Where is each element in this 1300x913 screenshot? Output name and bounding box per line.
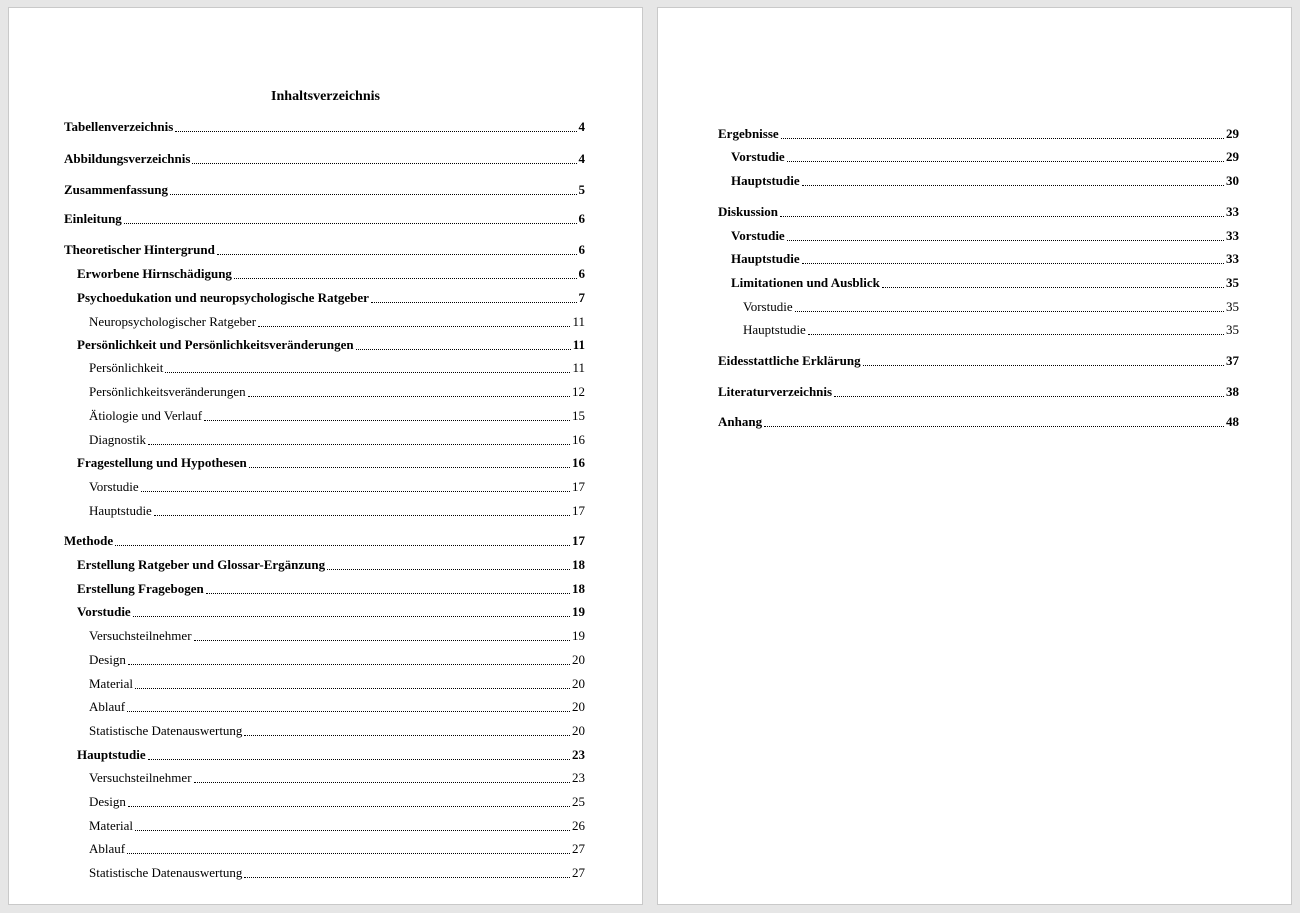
toc-entry-title: Zusammenfassung xyxy=(64,182,169,197)
toc-dot-leader xyxy=(244,735,570,736)
toc-entry-title: Abbildungsverzeichnis xyxy=(64,151,191,166)
toc-entry-page-number: 11 xyxy=(572,314,585,329)
toc-entry-page-number: 35 xyxy=(1226,299,1239,314)
toc-entry-title: Eidesstattliche Erklärung xyxy=(718,353,861,368)
toc-entry[interactable] xyxy=(64,337,585,353)
toc-entry-page-number: 5 xyxy=(578,182,585,197)
toc-entry-page-number: 6 xyxy=(578,211,585,226)
toc-entry-page-number: 12 xyxy=(572,384,585,399)
toc-entry-page-number: 18 xyxy=(572,557,585,572)
toc-entry-title: Einleitung xyxy=(64,211,122,226)
toc-entry-title: Vorstudie xyxy=(77,604,131,619)
toc-dot-leader xyxy=(124,223,577,224)
toc-entry-page-number: 29 xyxy=(1226,126,1239,141)
toc-entry[interactable] xyxy=(64,581,585,597)
toc-entry-page-number: 33 xyxy=(1226,228,1239,243)
toc-entry-title: Diagnostik xyxy=(89,432,147,447)
toc-entry-title: Anhang xyxy=(718,414,763,429)
toc-entry[interactable] xyxy=(64,455,585,471)
toc-entry-title: Diskussion xyxy=(718,204,778,219)
toc-title: Inhaltsverzeichnis xyxy=(271,89,380,104)
toc-entry-page-number: 20 xyxy=(572,699,585,714)
toc-entry-page-number: 16 xyxy=(572,432,585,447)
toc-entry-title: Vorstudie xyxy=(731,228,785,243)
toc-entry-title: Versuchsteilnehmer xyxy=(89,628,192,643)
toc-entry[interactable] xyxy=(64,151,585,167)
toc-entry[interactable] xyxy=(718,275,1239,291)
toc-dot-leader xyxy=(795,311,1224,312)
toc-entry-page-number: 7 xyxy=(578,290,585,305)
toc-entry[interactable] xyxy=(718,353,1239,369)
toc-dot-leader xyxy=(217,254,577,255)
toc-entry-title: Hauptstudie xyxy=(731,251,800,266)
toc-dot-leader xyxy=(234,278,577,279)
toc-entry-title: Erworbene Hirnschädigung xyxy=(77,266,232,281)
toc-entry-page-number: 33 xyxy=(1226,251,1239,266)
toc-entry[interactable] xyxy=(718,149,1239,165)
toc-entry[interactable] xyxy=(64,503,585,519)
toc-entry[interactable] xyxy=(64,865,585,881)
toc-entry-page-number: 38 xyxy=(1226,384,1239,399)
toc-entry[interactable] xyxy=(64,384,585,400)
toc-entry-page-number: 18 xyxy=(572,581,585,596)
toc-entry-title: Hauptstudie xyxy=(743,322,806,337)
toc-dot-leader xyxy=(154,515,570,516)
toc-entry-page-number: 37 xyxy=(1226,353,1239,368)
toc-entry[interactable] xyxy=(64,479,585,495)
toc-entry-title: Design xyxy=(89,652,126,667)
toc-dot-leader xyxy=(128,664,570,665)
toc-entry-page-number: 35 xyxy=(1226,275,1239,290)
toc-dot-leader xyxy=(787,240,1224,241)
toc-dot-leader xyxy=(148,759,570,760)
toc-dot-leader xyxy=(194,782,570,783)
toc-dot-leader xyxy=(802,185,1224,186)
toc-dot-leader xyxy=(882,287,1224,288)
toc-entry[interactable] xyxy=(64,119,585,135)
toc-entry[interactable] xyxy=(64,533,585,549)
toc-entry-title: Hauptstudie xyxy=(731,173,800,188)
toc-entry-title: Erstellung Fragebogen xyxy=(77,581,204,596)
toc-entry[interactable] xyxy=(64,290,585,306)
toc-entry-title: Ätiologie und Verlauf xyxy=(89,408,203,423)
toc-dot-leader xyxy=(141,491,570,492)
toc-dot-leader xyxy=(165,372,570,373)
toc-dot-leader xyxy=(248,396,570,397)
toc-dot-leader xyxy=(808,334,1224,335)
toc-entry[interactable] xyxy=(718,251,1239,267)
toc-entry[interactable] xyxy=(64,699,585,715)
toc-dot-leader xyxy=(192,163,576,164)
toc-entry-title: Vorstudie xyxy=(743,299,793,314)
toc-entry-page-number: 35 xyxy=(1226,322,1239,337)
toc-dot-leader xyxy=(787,161,1224,162)
toc-dot-leader xyxy=(249,467,570,468)
toc-entry-title: Limitationen und Ausblick xyxy=(731,275,880,290)
toc-entry-title: Neuropsychologischer Ratgeber xyxy=(89,314,257,329)
toc-entry-page-number: 17 xyxy=(572,533,585,548)
toc-dot-leader xyxy=(127,853,570,854)
toc-entry[interactable] xyxy=(64,360,585,376)
toc-dot-leader xyxy=(863,365,1224,366)
toc-dot-leader xyxy=(135,688,570,689)
toc-dot-leader xyxy=(780,216,1224,217)
toc-dot-leader xyxy=(371,302,577,303)
toc-entry[interactable] xyxy=(64,211,585,227)
toc-entry-title: Versuchsteilnehmer xyxy=(89,770,192,785)
toc-entry-title: Vorstudie xyxy=(731,149,785,164)
toc-entry[interactable] xyxy=(718,204,1239,220)
toc-entry-page-number: 6 xyxy=(578,242,585,257)
toc-entry[interactable] xyxy=(64,408,585,424)
document-page-1 xyxy=(8,7,643,905)
toc-entry-page-number: 27 xyxy=(572,841,585,856)
toc-entry-page-number: 4 xyxy=(578,119,585,134)
toc-entry-title: Ablauf xyxy=(89,699,126,714)
toc-entry-title: Methode xyxy=(64,533,114,548)
toc-entry-page-number: 29 xyxy=(1226,149,1239,164)
toc-entry-title: Tabellenverzeichnis xyxy=(64,119,174,134)
toc-dot-leader xyxy=(356,349,571,350)
toc-entry[interactable] xyxy=(718,228,1239,244)
toc-entry[interactable] xyxy=(64,314,585,330)
toc-entry-title: Ablauf xyxy=(89,841,126,856)
toc-entry-title: Vorstudie xyxy=(89,479,139,494)
toc-entry-page-number: 11 xyxy=(572,360,585,375)
toc-dot-leader xyxy=(327,569,570,570)
toc-entry-page-number: 26 xyxy=(572,818,585,833)
toc-dot-leader xyxy=(258,326,570,327)
toc-entry-page-number: 33 xyxy=(1226,204,1239,219)
toc-entry[interactable] xyxy=(64,723,585,739)
toc-entry[interactable] xyxy=(64,652,585,668)
toc-entry-title: Hauptstudie xyxy=(89,503,152,518)
toc-dot-leader xyxy=(115,545,570,546)
toc-entry-page-number: 11 xyxy=(572,337,585,352)
toc-dot-leader xyxy=(206,593,570,594)
toc-entry[interactable] xyxy=(64,432,585,448)
toc-entry[interactable] xyxy=(64,182,585,198)
toc-entry-title: Material xyxy=(89,818,134,833)
toc-dot-leader xyxy=(764,426,1224,427)
toc-entry[interactable] xyxy=(718,173,1239,189)
toc-entry-page-number: 20 xyxy=(572,652,585,667)
toc-entry-title: Design xyxy=(89,794,126,809)
toc-entry[interactable] xyxy=(64,604,585,620)
toc-entry-title: Statistische Datenauswertung xyxy=(89,723,243,738)
toc-entry[interactable] xyxy=(64,841,585,857)
toc-entry-page-number: 16 xyxy=(572,455,585,470)
toc-dot-leader xyxy=(781,138,1224,139)
toc-dot-leader xyxy=(148,444,570,445)
toc-entry-page-number: 48 xyxy=(1226,414,1239,429)
toc-entry-title: Material xyxy=(89,676,134,691)
toc-dot-leader xyxy=(194,640,570,641)
toc-dot-leader xyxy=(127,711,570,712)
toc-entry[interactable] xyxy=(64,747,585,763)
toc-entry[interactable] xyxy=(718,126,1239,142)
toc-entry[interactable] xyxy=(64,770,585,786)
toc-entry-title: Statistische Datenauswertung xyxy=(89,865,243,880)
toc-dot-leader xyxy=(128,806,570,807)
toc-dot-leader xyxy=(834,396,1224,397)
toc-entry-title: Persönlichkeit und Persönlichkeitsveränderungen xyxy=(77,337,354,352)
document-page-2 xyxy=(657,7,1292,905)
toc-entry[interactable] xyxy=(64,266,585,282)
toc-entry[interactable] xyxy=(718,414,1239,430)
toc-entry[interactable] xyxy=(718,322,1239,338)
toc-dot-leader xyxy=(133,616,570,617)
toc-entry[interactable] xyxy=(718,384,1239,400)
toc-entry-page-number: 19 xyxy=(572,604,585,619)
toc-entry[interactable] xyxy=(64,794,585,810)
toc-entry[interactable] xyxy=(64,818,585,834)
toc-entry-title: Erstellung Ratgeber und Glossar-Ergänzung xyxy=(77,557,326,572)
toc-entry-page-number: 30 xyxy=(1226,173,1239,188)
toc-entry-page-number: 27 xyxy=(572,865,585,880)
toc-entry-title: Fragestellung und Hypothesen xyxy=(77,455,247,470)
toc-entry-page-number: 17 xyxy=(572,479,585,494)
toc-entry-page-number: 20 xyxy=(572,723,585,738)
toc-dot-leader xyxy=(802,263,1224,264)
toc-entry-page-number: 15 xyxy=(572,408,585,423)
toc-entry-page-number: 23 xyxy=(572,770,585,785)
toc-entry[interactable] xyxy=(64,676,585,692)
toc-entry[interactable] xyxy=(64,628,585,644)
toc-dot-leader xyxy=(170,194,576,195)
toc-entry[interactable] xyxy=(64,557,585,573)
toc-entry-page-number: 23 xyxy=(572,747,585,762)
toc-dot-leader xyxy=(175,131,576,132)
toc-entry-title: Theoretischer Hintergrund xyxy=(64,242,215,257)
toc-entry-page-number: 25 xyxy=(572,794,585,809)
toc-entry-title: Ergebnisse xyxy=(718,126,779,141)
toc-entry[interactable] xyxy=(718,299,1239,315)
toc-entry-page-number: 6 xyxy=(578,266,585,281)
toc-entry[interactable] xyxy=(64,242,585,258)
toc-dot-leader xyxy=(204,420,570,421)
toc-entry-page-number: 17 xyxy=(572,503,585,518)
toc-entry-title: Hauptstudie xyxy=(77,747,146,762)
toc-entry-page-number: 19 xyxy=(572,628,585,643)
toc-dot-leader xyxy=(244,877,570,878)
toc-entry-page-number: 20 xyxy=(572,676,585,691)
toc-entry-page-number: 4 xyxy=(578,151,585,166)
toc-entry-title: Literaturverzeichnis xyxy=(718,384,833,399)
toc-entry-title: Persönlichkeitsveränderungen xyxy=(89,384,246,399)
toc-entry-title: Persönlichkeit xyxy=(89,360,164,375)
toc-dot-leader xyxy=(135,830,570,831)
toc-entry-title: Psychoedukation und neuropsychologische Ratgeber xyxy=(77,290,369,305)
